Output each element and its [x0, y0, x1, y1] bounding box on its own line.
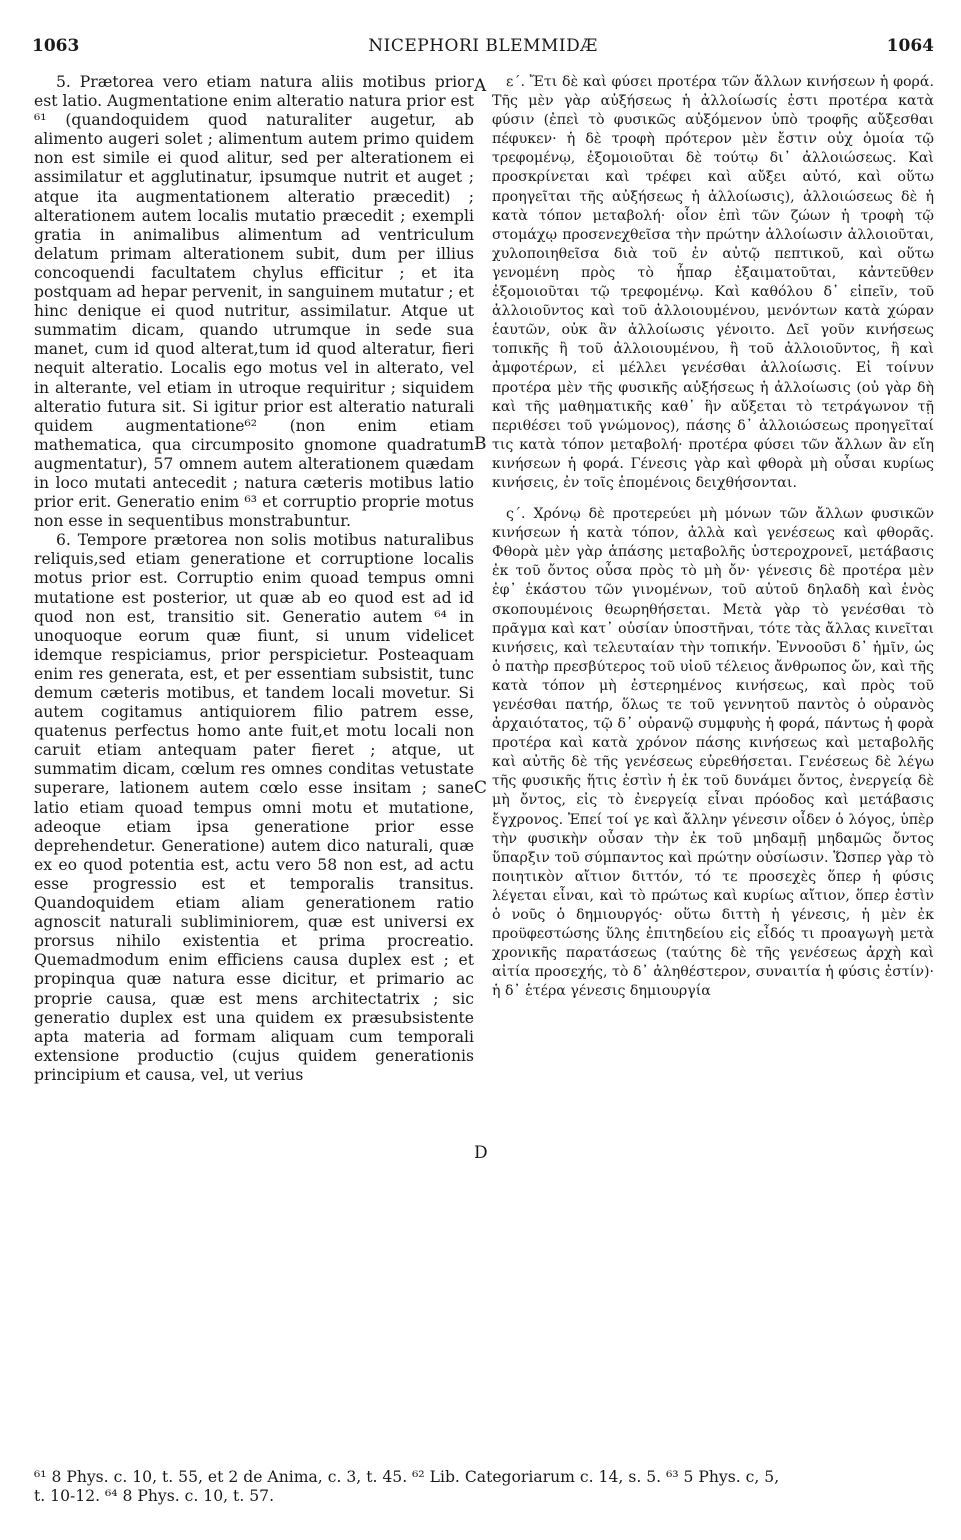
latin-paragraph-5: 5. Prætorea vero etiam natura aliis motibus prior est latio. Augmentatione enim alteratio natura prior est ⁶¹ (quandoquidem quod naturaliter augetur, ab alimento augeri solet ; alimentum autem primo quidem non est simile ei quod alitur, sed per alterationem ei assimilatur et agglutinatur, ipsumque nutrit et auget ; atque ita augmentationem alteratio præcedit) ; alterationem autem localis mutatio præcedit ; exempli gratia in animalibus alimentum ad ventriculum delatum primam alterationem subit, dum per illius concoquendi facultatem chylus efficitur ; et ita postquam ad hepar pervenit, in sanguinem mutatur ; et hinc denique ei quod nutritur, assimilatur. Atque ut summatim dicam, quando utrumque in sede sua manet, cum id quod alterat,tum id quod alteratur, fieri nequit alteratio. Localis ego motus vel in alterato, vel in alterante, vel etiam in utroque requiritur ; siquidem alteratio futura sit. Si igitur prior est alteratio naturali quidem augmentatione⁶² (non enim etiam mathematica, qua circumposito gnomone quadratum augmentatur), 57 omnem autem alterationem quædam in loco mutati antecedit ; natura cæteris motibus latio prior erit. Generatio enim ⁶³ et corruptio proprie motus non esse in sequentibus monstrabuntur.	[34, 73, 475, 531]
greek-paragraph-6: ς΄. Χρόνῳ δὲ προτερεύει μὴ μόνων τῶν ἄλλων φυσικῶν κινήσεων ἡ κατὰ τόπον, ἀλλὰ καὶ γενέσεως καὶ φθορᾶς. Φθορὰ μὲν γὰρ ἁπάσης μεταβολῆς ὑστεροχρονεῖ, μετάβασις ἐκ τοῦ ὄντος οὖσα πρὸς τὸ μὴ ὄν· γένεσις δὲ προτέρα μὲν ἐφ᾽ ἑκάστου τῶν γινομένων, τοῦ αὐτοῦ δηλαδὴ καὶ ἑνὸς σκοπουμένοις θεωρηθήσεται. Μετὰ γὰρ τὸ γενέσθαι τὸ πρᾶγμα καὶ κατ᾽ οὐσίαν ὑποστῆναι, τότε τὰς ἄλλας κινεῖται κινήσεις, καὶ τελευταίαν τὴν τοπικήν. Ἐννοοῦσι δ᾽ ἡμῖν, ὡς ὁ πατὴρ πρεσβύτερος τοῦ υἱοῦ τέλειος ἄνθρωπος ὤν, καὶ τῆς κατὰ τόπον μὴ ἐστερημένος κινήσεως, καὶ πρὸς τοῦ γενέσθαι πατήρ, ὅλως τε τοῦ γεννητοῦ παντὸς ὁ οὐρανὸς ἀρχαιότατος, τῷ δ᾽ οὐρανῷ συμφυὴς ἡ φορά, πάντως ἡ φορὰ προτέρα καὶ κατὰ χρόνον πάσης κινήσεως καὶ μεταβολῆς καὶ αὐτῆς δὲ τῆς γενέσεως εὑρεθήσεται. Γενέσεως δὲ λέγω τῆς φυσικῆς ἥτις ἐστὶν ἡ ἐκ τοῦ δυνάμει ὄντος, ἐνεργείᾳ δὲ μὴ ὄντος, εἰς τὸ ἐνεργείᾳ εἶναι πρόοδος καὶ μετάβασις ἔγχρονος. Ἐπεί τοί γε καὶ ἄλλην γένεσιν οἶδεν ὁ λόγος, ὑπὲρ τὴν φυσικὴν οὖσαν τὴν ἐκ τοῦ μηδαμῇ μηδαμῶς ὄντος ὕπαρξιν τοῦ σύμπαντος καὶ πρώτην οὐσίωσιν. Ὥσπερ γὰρ τὸ ποιητικὸν αἴτιον διττόν, τό τε προσεχὲς ὅπερ ἡ φύσις λέγεται εἶναι, καὶ τὸ πρώτως καὶ κυρίως αἴτιον, ὅπερ ἐστὶν ὁ νοῦς ὁ δημιουργός· οὕτω διττὴ ἡ γένεσις, ἡ μὲν ἐκ προϋφεστώσης ὕλης ἐπιτηδείου εἰς εἶδός τι προαγωγὴ μετὰ χρονικῆς παρατάσεως (ταύτης δὲ τῆς γενέσεως ἀρχὴ καὶ αἰτία προσεχής, τὸ δ᾽ ἀληθέστερον, συναιτία ἡ φύσις ἐστίν)· ἡ δ᾽ ἑτέρα γένεσις δημιουργία	[492, 506, 934, 1000]
running-header	[32, 36, 934, 62]
latin-paragraph-6: 6. Tempore prætorea non solis motibus naturalibus reliquis,sed etiam generatione et corruptione localis motus prior est. Corruptio enim quoad tempus omni mutatione est posterior, ut quæ ab eo quod est ad id quod non est, transitio sit. Generatio autem ⁶⁴ in unoquoque eorum quæ fiunt, si unum videlicet idemque respiciamus, prior perspicietur. Posteaquam enim res generata, est, et per essentiam subsistit, tunc demum cæteris motibus, et tandem locali movetur. Si autem cogitamus antiquiorem filio patrem esse, quatenus perfectus homo ante fuit,et motu locali non caruit etiam antequam pater fieret ; atque, ut summatim dicam, cœlum res omnes conditas vetustate superare, lationem autem cœlo esse insitam ; sane latio etiam quoad tempus omni motu et mutatione, adeoque etiam ipsa generatione prior esse deprehendetur. Generatione) autem dico naturali, quæ ex eo quod potentia est, actu vero 58 non est, ad actu esse progressio est et temporalis transitus. Quandoquidem etiam aliam generationem ratio agnoscit naturali subliminiorem, quæ est universi ex prorsus nihilo existentia et prima procreatio. Quemadmodum enim efficiens causa duplex est ; et propinqua quæ natura esse dicitur, et primario ac proprie causa, quæ est mens architectatrix ; sic generatio duplex est una quidem ex præsubsistente apta materia ad formam aliquam cum temporali extensione productio (cujus quidem generationis principium et causa, vel, ut verius	[34, 531, 474, 1084]
running-title: NICEPHORI BLEMMIDÆ	[368, 36, 598, 56]
footnotes	[34, 1468, 934, 1506]
section-marker-a: A	[474, 76, 487, 96]
footnote-line-1: ⁶¹ 8 Phys. c. 10, t. 55, et 2 de Anima, c. 3, t. 45. ⁶² Lib. Categoriarum c. 14, s. 5. ⁶³ 5 Phys. c, 5,	[34, 1468, 780, 1486]
section-marker-b: B	[474, 434, 487, 454]
latin-column	[34, 73, 474, 1085]
page-number-right: 1064	[886, 36, 934, 56]
page-number-left: 1063	[32, 36, 80, 56]
section-marker-c: C	[474, 778, 488, 798]
footnote-line-2: t. 10-12. ⁶⁴ 8 Phys. c. 10, t. 57.	[34, 1487, 275, 1505]
greek-column	[492, 73, 934, 1002]
section-marker-d: D	[474, 1143, 488, 1163]
greek-paragraph-5: ε΄. Ἔτι δὲ καὶ φύσει προτέρα τῶν ἄλλων κινήσεων ἡ φορά. Τῆς μὲν γὰρ αὐξήσεως ἡ ἀλλοίωσίς ἐστι προτέρα κατὰ φύσιν (ἐπεὶ τὸ φυσικῶς αὐξόμενον ὑπὸ τροφῆς αὔξεσθαι πέφυκεν· ἡ δὲ τροφὴ πρότερον μὲν ἔστιν οὐχ ὁμοία τῷ τρεφομένῳ, ἐξομοιοῦται δὲ τούτῳ δι᾽ ἀλλοιώσεως. Καὶ προσκρίνεται καὶ τρέφει καὶ αὔξει αὐτό, καὶ οὕτω προηγεῖται τῆς αὐξήσεως ἡ ἀλλοίωσις), ἀλλοιώσεως δὲ ἡ κατὰ τόπον μεταβολή· οἷον ἐπὶ τῶν ζώων ἡ τροφὴ τῷ στομάχῳ προσενεχθεῖσα τὴν πρώτην ἀλλοίωσιν ἀλλοιοῦται, χυλοποιηθεῖσα διὰ τοῦ ἐν αὐτῷ πεπτικοῦ, καὶ οὕτω γενομένη πρὸς τὸ ἧπαρ ἐξαιματοῦται, κἀντεῦθεν ἐξομοιοῦται τῷ τρεφομένῳ. Καὶ καθόλου δ᾽ εἰπεῖν, τοῦ ἀλλοιοῦντος καὶ τοῦ ἀλλοιουμένου, μενόντων κατὰ χώραν ἑαυτῶν, οὐκ ἂν ἀλλοίωσις γένοιτο. Δεῖ γοῦν κινήσεως τοπικῆς ἢ τοῦ ἀλλοιουμένου, ἢ τοῦ ἀλλοιοῦντος, ἢ καὶ ἀμφοτέρων, εἰ μέλλει γενέσθαι ἀλλοίωσις. Εἰ τοίνυν προτέρα μὲν τῆς φυσικῆς αὐξήσεως ἡ ἀλλοίωσις (οὐ γὰρ δὴ καὶ τῆς μαθηματικῆς καθ᾽ ἣν αὔξεται τὸ τετράγωνον τῇ περιθέσει τοῦ γνώμονος), πάσης δ᾽ ἀλλοιώσεως προηγεῖταί τις κατὰ τόπον μεταβολή· προτέρα φύσει τῶν ἄλλων ἂν εἴη κινήσεων ἡ φορά. Γένεσις γὰρ καὶ φθορὰ μὴ οὖσαι κυρίως κινήσεις, ἐν τοῖς ἑπομένοις δειχθήσονται.	[492, 74, 934, 491]
